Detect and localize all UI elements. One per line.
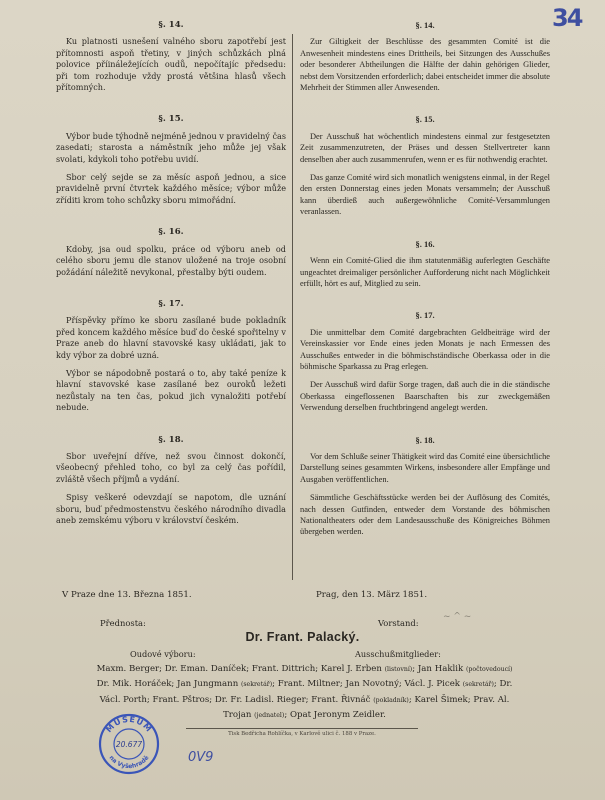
- right-paragraph: Die unmittelbar dem Comité dargebrachten Geldbeiträge wird der Vereinskassier vor Ende eines jeden Monats je nach Ermessen des Ausschußes entweder in die böhmischständische Oberkassa oder in die böhmische Sparkassa zu Prag erlegen.: [300, 327, 550, 371]
- czech-column: [56, 20, 286, 533]
- left-section-heading: §. 14.: [158, 20, 184, 30]
- right-paragraph: Wenn ein Comité-Glied die ihm statutenmäßig auferlegten Geschäfte ungeachtet dreimaliger persönlicher Aufforderung nicht nach Möglichkeit erfüllt, hört es auf, Mitglied zu sein.: [300, 256, 550, 288]
- members-line: [32, 677, 577, 692]
- german-members-heading: Ausschußmitglieder:: [355, 649, 441, 659]
- member-names: ; Dr.: [493, 679, 513, 690]
- czech-president-label: Přednosta:: [100, 618, 146, 628]
- section-gap: [56, 285, 286, 299]
- member-names: ; Frant. Miltner; Jan Novotný; Václ. J. Picek: [272, 679, 463, 690]
- member-names: Maxm. Berger; Dr. Eman. Daníček; Frant. Dittrich; Karel J. Erben: [96, 664, 385, 674]
- imprint-rule: [186, 728, 418, 729]
- member-names: Dr. Mik. Horáček; Jan Jungmann: [96, 679, 241, 690]
- section-gap: [56, 421, 286, 435]
- members-line: [32, 662, 577, 677]
- section-gap: [56, 213, 286, 227]
- section-gap: [300, 225, 550, 239]
- right-section-heading: §. 17.: [415, 310, 435, 321]
- right-paragraph: Sämmtliche Geschäftsstücke werden bei der Auflösung des Comités, nach dessen Gutfinden, entweder dem Vorstande des böhmischen Nationaltheaters oder dem Landesausschuße des Königreiches Böhmen übergeben werden.: [300, 493, 550, 537]
- section-gap: [300, 421, 550, 435]
- member-role: (sekretář): [240, 681, 273, 689]
- member-names: ; Karel Šimek; Prav. Al.: [408, 694, 510, 705]
- left-paragraph: Ku platnosti usnešení valného sboru zapotřebí jest přítomnosti aspoň třetiny, v jiných schůzkách plná polovice příináležejících oudů, nepočítajíc předsedu: při tom rozhoduje vždy prostá většina hlasů všech přítomných.: [56, 36, 286, 93]
- left-paragraph: Kdoby, jsa oud spolku, práce od výboru aneb od celého sboru jemu dle stanov uložené na troje osobní požádání náležitě nevykonal, přestalby býti oudem.: [56, 243, 286, 277]
- pencil-mark: ~ ^ ~: [443, 612, 472, 622]
- left-section-heading: §. 17.: [158, 298, 184, 309]
- german-president-label: Vorstand:: [378, 618, 419, 628]
- column-divider: [292, 34, 293, 580]
- member-role: (pokladník): [373, 696, 409, 704]
- czech-members-heading: Oudové výboru:: [130, 649, 196, 659]
- left-paragraph: Sbor celý sejde se za měsíc aspoň jednou, a sice pravidelně první čtvrtek každého měsíce; výbor může zříditi krom toho schůzky sboru mimořádní.: [56, 172, 286, 205]
- right-paragraph: Der Ausschuß wird dafür Sorge tragen, daß auch die in die ständische Oberkassa eingeflossenen Baarschaften bis zur zweckgemäßen Verwendung derselben fruchtbringend angelegt werden.: [300, 380, 550, 413]
- member-role: (počtovedoucí): [465, 666, 513, 673]
- section-gap: [56, 100, 286, 114]
- section-gap: [300, 100, 550, 114]
- left-paragraph: Sbor uveřejní dříve, než svou činnost dokončí, všeobecný přehled toho, co byl za celý čas pořídil, zvláště všech příjmů a vydání.: [56, 450, 286, 484]
- member-names: ; Jan Haklik: [412, 664, 466, 674]
- printer-imprint: Tisk Bedřicha Rohlíčka, v Karlově ulici č. 188 v Praze.: [228, 731, 376, 737]
- svg-text:MUSEUM: [104, 715, 154, 734]
- members-line: [32, 693, 577, 708]
- stamp-bottom-text: na Vyšehradě: [107, 754, 151, 771]
- right-section-heading: §. 18.: [415, 434, 435, 445]
- member-role: (sekretář): [462, 681, 494, 689]
- stamp-number: 20.677: [115, 740, 143, 749]
- left-section-heading: §. 15.: [158, 114, 184, 125]
- right-section-heading: §. 14.: [415, 20, 435, 30]
- member-names: Trojan: [223, 709, 255, 720]
- right-section-heading: §. 16.: [415, 238, 435, 249]
- right-paragraph: Vor dem Schluße seiner Thätigkeit wird das Comité eine übersichtliche Darstellung seines gesammten Wirkens, insbesondere aller Empfänge und Ausgaben veröffentlichen.: [300, 451, 550, 484]
- pencil-folio-number: 34: [552, 4, 582, 32]
- czech-date: V Praze dne 13. Března 1851.: [62, 590, 192, 600]
- pencil-shelfmark: 0V9: [188, 750, 214, 765]
- left-paragraph: Příspěvky přímo ke sboru zasílané bude pokladník před koncem každého měsíce buď do české spořitelny v Praze aneb do hlavní stavovské kasy ukládati, jak to kdy výbor za dobré uzná.: [56, 315, 286, 360]
- left-paragraph: Výbor bude týhodně nejméně jednou v pravidelný čas zasedati; starosta a náměstník jeho může jej však svolati, kdykoli toho potřebu uvidí.: [56, 130, 286, 164]
- member-names: ; Opat Jeronym Zeidler.: [284, 709, 386, 720]
- right-paragraph: Der Ausschuß hat wöchentlich mindestens einmal zur festgesetzten Zeit zusammenzutreten, der Präses und dessen Stellvertreter kann denselben aber auch zusammenrufen, wenn er es für nothwendig erachtet.: [300, 131, 550, 164]
- stamp-top-text: MUSEUM: [104, 714, 154, 735]
- left-section-heading: §. 16.: [158, 227, 184, 238]
- member-names: Václ. Porth; Frant. Pštros; Dr. Fr. Ladisl. Rieger; Frant. Řivnáč: [99, 694, 374, 705]
- museum-stamp: [98, 713, 160, 775]
- right-paragraph: Das ganze Comité wird sich monatlich wenigstens einmal, in der Regel den ersten Donnerstag eines jeden Monats versammeln; der Ausschuß kann überdieß auch außergewöhnliche Comité-Versammlungen veranlassen.: [300, 173, 550, 217]
- member-role: (listovní): [384, 666, 413, 673]
- president-name: Dr. Frant. Palacký.: [245, 630, 360, 644]
- left-section-heading: §. 18.: [158, 434, 184, 445]
- left-paragraph: Výbor se nápodobně postará o to, aby také peníze k hlavní stavovské kase zasílané bez ouroků ležeti nezůstaly na ten čas, pokud jich vynaložiti potřebí nebude.: [56, 367, 286, 413]
- left-paragraph: Spisy veškeré odevzdají se napotom, dle uznání sboru, buď předmostenstvu českého národního divadla aneb zemskému výboru v království českém.: [56, 492, 286, 525]
- section-gap: [300, 296, 550, 310]
- german-date: Prag, den 13. März 1851.: [316, 590, 428, 600]
- right-section-heading: §. 15.: [415, 114, 435, 125]
- member-role: (jednatel): [254, 711, 285, 719]
- german-column: [300, 20, 550, 545]
- right-paragraph: Zur Giltigkeit der Beschlüsse des gesammten Comité ist die Anwesenheit mindestens eines Drittheils, bei Sitzungen des Ausschußes oder besonderer Abtheilungen die Hälfte der dahin gehörigen Glieder, nebst dem Vorsitzenden erforderlich; dabei entscheidet immer die absolute Mehrheit der Stimmen aller Anwesenden.: [300, 37, 550, 93]
